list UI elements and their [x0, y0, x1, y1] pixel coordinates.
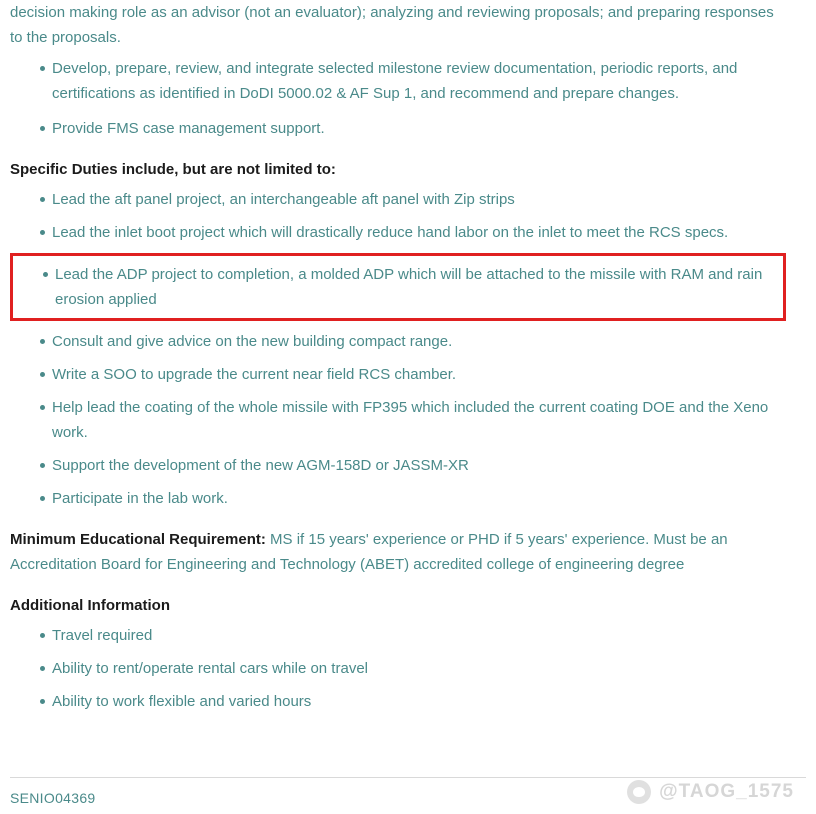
list-item: Write a SOO to upgrade the current near field RCS chamber. [10, 362, 786, 387]
weibo-icon [627, 780, 651, 804]
footer-divider [10, 777, 806, 778]
additional-information-heading: Additional Information [10, 597, 170, 614]
list-item: Consult and give advice on the new building compact range. [10, 329, 786, 354]
list-item: Develop, prepare, review, and integrate selected milestone review documentation, periodic reports, and certifications as identified in DoDI 5000.02 & AF Sup 1, and recommend and prepare changes. [10, 56, 786, 106]
list-item: Help lead the coating of the whole missile with FP395 which included the current coating DOE and the Xeno work. [10, 395, 786, 445]
additional-information-list [10, 623, 786, 714]
highlighted-duty-list [13, 262, 773, 312]
list-item: Ability to rent/operate rental cars while on travel [10, 656, 786, 681]
footer-document-code: SENIO04369 [10, 790, 96, 806]
list-item: Lead the inlet boot project which will drastically reduce hand labor on the inlet to meet the RCS specs. [10, 220, 786, 245]
watermark [627, 780, 794, 804]
specific-duties-heading: Specific Duties include, but are not limited to: [10, 161, 336, 178]
list-item: Participate in the lab work. [10, 486, 786, 511]
specific-duties-list-before [10, 187, 786, 245]
list-item: Provide FMS case management support. [10, 116, 786, 141]
intro-paragraph: decision making role as an advisor (not an evaluator); analyzing and reviewing proposals; and preparing responses to the proposals. [10, 4, 774, 46]
list-item: Ability to work flexible and varied hours [10, 689, 786, 714]
minimum-education-label: Minimum Educational Requirement: [10, 531, 266, 548]
top-bullet-list [10, 56, 786, 141]
specific-duties-list-after [10, 329, 786, 511]
list-item: Lead the ADP project to completion, a molded ADP which will be attached to the missile with RAM and rain erosion applied [13, 262, 773, 312]
list-item: Travel required [10, 623, 786, 648]
minimum-education-text: MS if 15 years' experience or PHD if 5 years' experience. Must be an Accreditation Board for Engineering and Technology (ABET) accredited college of engineering degree [10, 531, 728, 573]
list-item: Support the development of the new AGM-158D or JASSM-XR [10, 453, 786, 478]
minimum-education-paragraph [10, 527, 786, 577]
watermark-username: @TAOG_1575 [659, 781, 794, 802]
list-item: Lead the aft panel project, an interchangeable aft panel with Zip strips [10, 187, 786, 212]
highlighted-duty-box [10, 253, 786, 321]
